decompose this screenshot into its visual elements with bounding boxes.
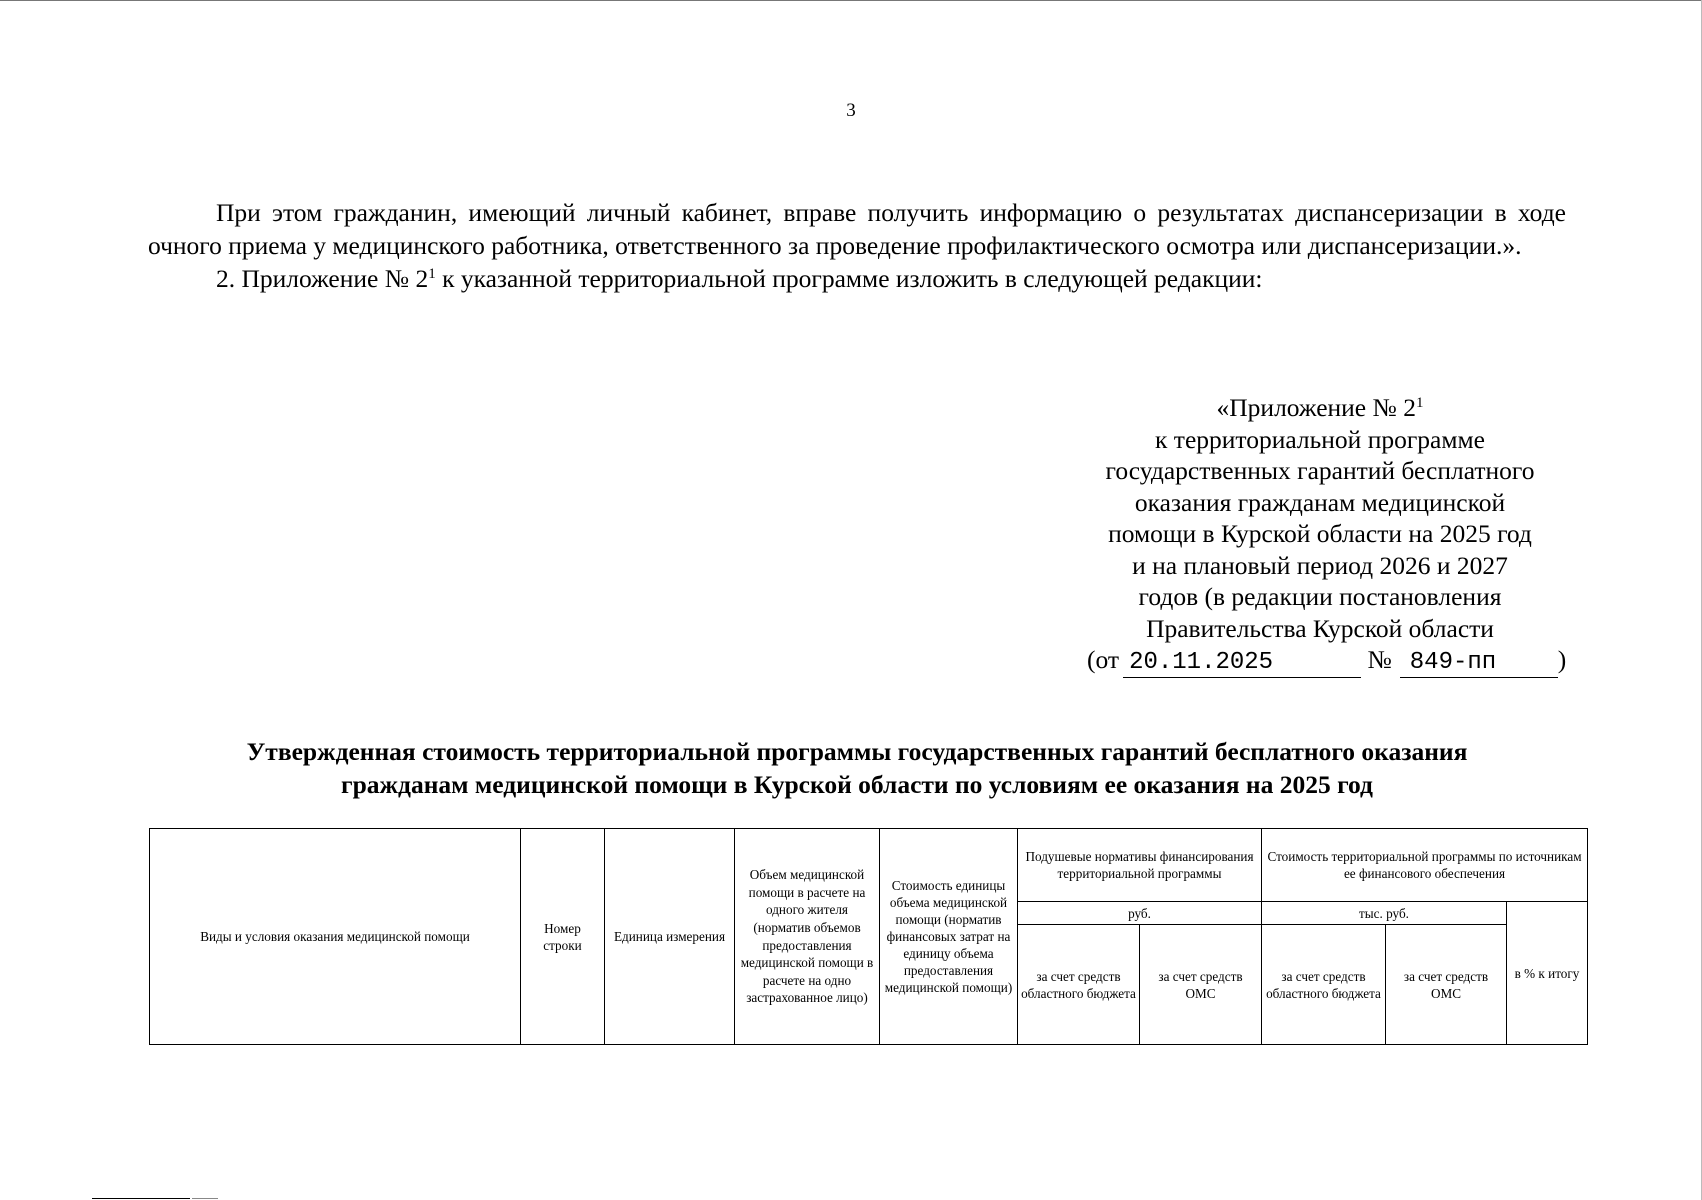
- header-unit-cost: Стоимость единицы объема медицинской помощи (норматив финансовых затрат на единицу объема предоставления медицинской помощи): [880, 829, 1018, 1045]
- header-program-cost: Стоимость территориальной программы по источникам ее финансового обеспечения: [1262, 829, 1588, 902]
- document-title: [148, 735, 1566, 801]
- decree-date: 20.11.2025: [1123, 649, 1361, 678]
- appendix-heading-text: «Приложение № 2: [1216, 393, 1416, 422]
- paragraph-2-prefix: 2. Приложение № 2: [216, 264, 429, 293]
- decree-open: (от: [1087, 645, 1120, 674]
- header-unit: Единица измерения: [605, 829, 735, 1045]
- page-number: 3: [846, 100, 856, 121]
- document-title-line-1: Утвержденная стоимость территориальной программы государственных гарантий бесплатного оказания: [246, 737, 1468, 766]
- cost-table: [149, 828, 1588, 1045]
- decree-number: 849-пп: [1400, 649, 1558, 678]
- header-per-capita-standards: Подушевые нормативы финансирования территориальной программы: [1018, 829, 1262, 902]
- paragraph-1: При этом гражданин, имеющий личный кабинет, вправе получить информацию о результатах диспансеризации в ходе очного приема у медицинского работника, ответственного за проведение профилактического осмотра или диспансеризации.».: [148, 198, 1566, 260]
- header-regional-budget-rub: за счет средств областного бюджета: [1018, 925, 1140, 1045]
- paragraph-2: [148, 262, 1566, 295]
- appendix-line: оказания гражданам медицинской: [1134, 487, 1506, 517]
- appendix-line: годов (в редакции постановления: [1138, 582, 1502, 611]
- decree-close: ): [1557, 645, 1567, 674]
- decree-reference: [1080, 644, 1567, 678]
- header-oms-thousand: за счет средств ОМС: [1386, 925, 1507, 1045]
- document-title-line-2: гражданам медицинской помощи в Курской области по условиям ее оказания на 2025 год: [341, 770, 1373, 799]
- header-regional-budget-thousand: за счет средств областного бюджета: [1262, 925, 1386, 1045]
- appendix-line: Правительства Курской области: [1146, 613, 1494, 643]
- header-percent-total: в % к итогу: [1507, 902, 1588, 1045]
- footnote-separator-faint: [192, 1198, 218, 1199]
- header-unit-rub: руб.: [1018, 902, 1262, 925]
- appendix-line: к территориальной программе: [1155, 424, 1485, 454]
- appendix-block: [1080, 392, 1567, 678]
- appendix-heading-superscript: 1: [1415, 395, 1424, 411]
- header-unit-thousand-rub: тыс. руб.: [1262, 902, 1507, 925]
- header-oms-rub: за счет средств ОМС: [1140, 925, 1262, 1045]
- top-border-line: [0, 0, 1702, 1]
- header-types-of-care: Виды и условия оказания медицинской помощи: [150, 829, 521, 1045]
- appendix-line: государственных гарантий бесплатного: [1105, 456, 1535, 485]
- appendix-heading: [1080, 392, 1560, 424]
- appendix-line: и на плановый период 2026 и 2027: [1132, 550, 1508, 580]
- footnote-separator: [92, 1198, 190, 1199]
- decree-number-sign: №: [1367, 645, 1392, 674]
- paragraph-2-suffix: к указанной территориальной программе изложить в следующей редакции:: [435, 264, 1263, 293]
- appendix-line: помощи в Курской области на 2025 год: [1108, 519, 1532, 548]
- paragraph-2-superscript: 1: [428, 266, 436, 282]
- header-row-number: Номер строки: [521, 829, 605, 1045]
- body-text: [148, 196, 1566, 295]
- header-volume: Объем медицинской помощи в расчете на одного жителя (норматив объемов предоставления медицинской помощи в расчете на одно застрахованное лицо): [735, 829, 880, 1045]
